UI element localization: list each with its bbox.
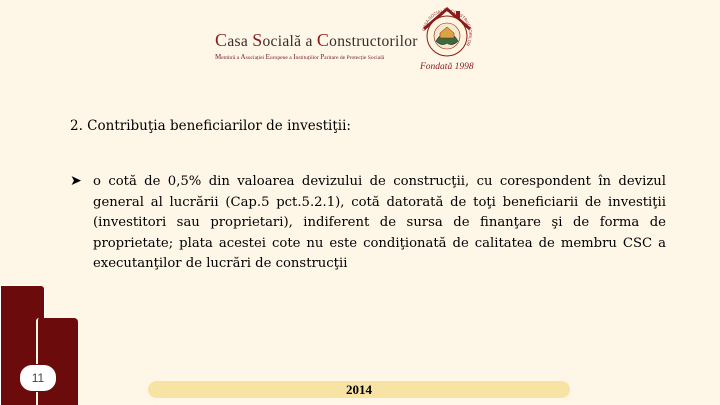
page-number: 11: [19, 364, 57, 392]
arrow-bullet-icon: ➤: [70, 173, 82, 189]
section-heading: 2. Contribuţia beneficiarilor de investiţii:: [70, 118, 351, 134]
footer-year: 2014: [346, 382, 372, 397]
emblem-ring-text: CASA SOCIALĂ A CONSTRUCTORILOR: [421, 7, 474, 47]
logo-wordmark: [215, 30, 418, 61]
logo-subtitle: Membră a Asociației Europene a Instituțiilor Paritare de Protecție Socială: [215, 53, 385, 61]
hands-house-emblem-icon: [416, 3, 478, 65]
logo-title: Casa Socială a Constructorilor: [215, 30, 418, 50]
bullet-text: o cotă de 0,5% din valoarea devizului de construcţii, cu corespondent în devizul general al lucrării (Cap.5 pct.5.2.1), cotă datorată de toţi beneficiarii de investiţii (investitori sau proprietari), indiferent de sursa de finanţare şi de forma de proprietate; plata acestei cote nu este condiţionată de calitatea de membru CSC a executanţilor de lucrări de construcţii: [93, 174, 666, 272]
founded-year-label: Fondată 1998: [420, 62, 474, 72]
